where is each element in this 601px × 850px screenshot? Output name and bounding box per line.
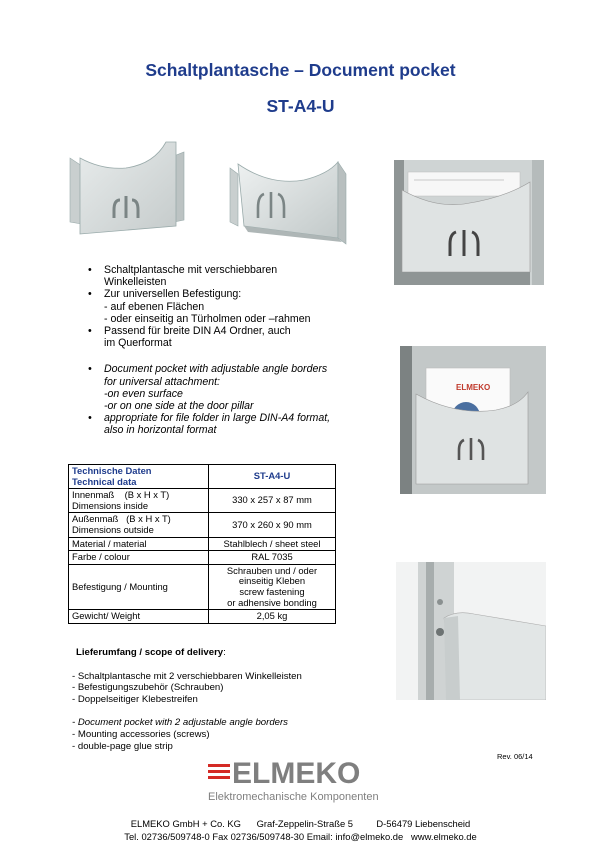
delivery-heading: Lieferumfang / scope of delivery	[76, 647, 224, 658]
bullet-icon: •	[88, 363, 92, 376]
delivery-item: - Mounting accessories (screws)	[72, 728, 210, 740]
feature-line: - auf ebenen Flächen	[104, 300, 205, 313]
spec-row	[69, 564, 336, 609]
logo-name: ELMEKO	[232, 757, 361, 790]
spec-label: Farbe / colour	[69, 551, 209, 565]
product-photo-papers	[394, 160, 544, 285]
spec-value: RAL 7035	[209, 551, 336, 565]
spec-row	[69, 513, 336, 537]
feature-line: Winkelleisten	[104, 276, 167, 289]
spec-label: Gewicht/ Weight	[69, 610, 209, 624]
feature-bullet: • Passend für breite DIN A4 Ordner, auch	[88, 325, 291, 338]
model-number: ST-A4-U	[266, 96, 335, 116]
spec-label: Material / material	[69, 537, 209, 551]
delivery-item: - Document pocket with 2 adjustable angle borders	[72, 717, 288, 729]
spec-label: Befestigung / Mounting	[69, 564, 209, 609]
spec-value: Schrauben und / oder einseitig Kleben screw fastening or adhensive bonding	[209, 564, 336, 609]
feature-line: im Querformat	[104, 337, 172, 350]
spec-row	[69, 537, 336, 551]
feature-line: for universal attachment:	[104, 375, 220, 388]
footer-contact: Tel. 02736/509748-0 Fax 02736/509748-30 Email: info@elmeko.de www.elmeko.de	[124, 831, 477, 842]
delivery-item: - double-page glue strip	[72, 740, 173, 752]
product-image-front	[62, 138, 192, 238]
revision: Rev. 06/14	[497, 752, 533, 761]
feature-bullet: • appropriate for file folder in large DIN-A4 format,	[88, 412, 331, 425]
spec-label: Innenmaß (B x H x T) Dimensions inside	[69, 489, 209, 513]
spec-value: 330 x 257 x 87 mm	[209, 489, 336, 513]
spec-value: 2,05 kg	[209, 610, 336, 624]
feature-line: -on even surface	[104, 387, 183, 400]
feature-list	[82, 264, 382, 437]
spec-row	[69, 489, 336, 513]
bullet-icon: •	[88, 264, 92, 276]
header-de: Technische Daten	[72, 465, 152, 476]
feature-line: also in horizontal format	[104, 424, 217, 437]
spec-table	[68, 464, 336, 624]
bullet-icon: •	[88, 288, 92, 301]
spec-row	[69, 551, 336, 565]
spec-table-header	[69, 465, 336, 489]
elmeko-logo	[206, 756, 390, 806]
product-image-angled	[224, 144, 354, 254]
logo-mark-icon	[208, 764, 230, 779]
bullet-icon: •	[88, 325, 92, 338]
delivery-item: - Schaltplantasche mit 2 verschiebbaren Winkelleisten	[72, 670, 302, 682]
product-photo-folder	[400, 346, 546, 494]
logo-tagline: Elektromechanische Komponenten	[208, 791, 379, 803]
bullet-icon: •	[88, 412, 92, 425]
page-title: Schaltplantasche – Document pocket	[145, 60, 456, 80]
spec-label: Außenmaß (B x H x T) Dimensions outside	[69, 513, 209, 537]
product-photo-mounted	[396, 562, 546, 700]
feature-bullet: • Zur universellen Befestigung:	[88, 288, 242, 301]
spec-value: 370 x 260 x 90 mm	[209, 513, 336, 537]
feature-line: -or on one side at the door pillar	[104, 400, 254, 413]
spec-value: Stahlblech / sheet steel	[209, 537, 336, 551]
feature-bullet: • Schaltplantasche mit verschiebbaren	[88, 264, 278, 276]
delivery-scope: Lieferumfang / scope of delivery: - Schaltplantasche mit 2 verschiebbaren Winkelleisten - Befestigungszubehör (Schrauben) - Doppelseitiger Klebestreifen - Document pocket with 2 adjustable angle borders - Mounting accessories (screws) - double-page glue strip	[72, 647, 302, 752]
spec-row	[69, 610, 336, 624]
feature-line: - oder einseitig an Türholmen oder –rahmen	[104, 312, 311, 325]
delivery-item: - Befestigungszubehör (Schrauben)	[72, 682, 224, 694]
delivery-item: - Doppelseitiger Klebestreifen	[72, 693, 198, 705]
folder-label: ELMEKO	[456, 383, 491, 392]
header-en: Technical data	[72, 475, 137, 487]
feature-bullet: • Document pocket with adjustable angle borders	[88, 363, 328, 376]
header-model: ST-A4-U	[209, 465, 336, 489]
footer-address: ELMEKO GmbH + Co. KG Graf-Zeppelin-Straße 5 D-56479 Liebenscheid	[130, 818, 471, 829]
